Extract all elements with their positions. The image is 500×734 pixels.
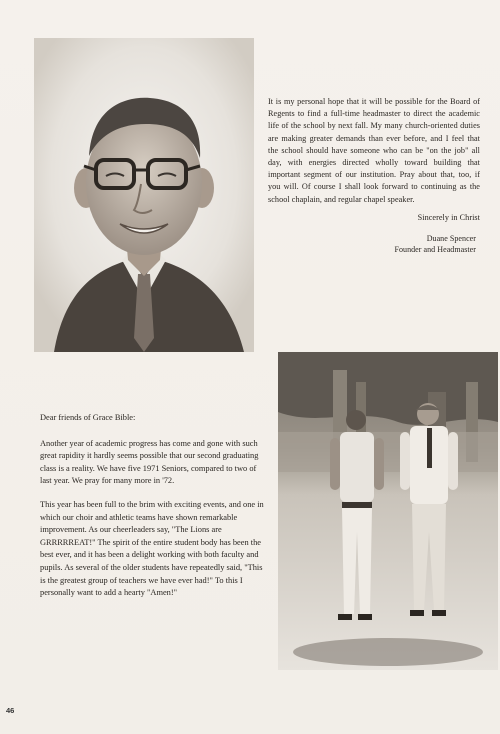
closing-line: Sincerely in Christ (417, 212, 480, 222)
headmaster-note (268, 96, 480, 255)
letter-to-friends (40, 412, 266, 611)
signature-name: Duane Spencer (426, 234, 476, 244)
letter-paragraph: This year has been full to the brim with exciting events, and one in which our choir and athletic teams have shown remarkable improvement. As our cheerleaders say, "The Lions are GRRRRREAT!" The spirit of the entire student body has been the best ever, and it has been a delight working with both faculty and pupils. As several of the older students have repeatedly said, "This is the greatest group of teachers we have ever had!" To this I personally want to add a hearty "Amen!" (40, 499, 264, 598)
headmaster-portrait-photo (34, 38, 254, 352)
letter-greeting: Dear friends of Grace Bible: (40, 413, 136, 422)
headmaster-note-paragraph: It is my personal hope that it will be possible for the Board of Regents to find a full-time headmaster to direct the academic life of the school by next fall. My many church-oriented duties are making greater demands than ever before, and I feel that the school should have someone who can be "on the job" all day, with energies directed wholly toward building that important segment of our institution. Pray about that, too, if you will. Of course I shall look forward to continuing as the school chaplain, and regular chapel speaker. (268, 97, 480, 204)
letter-paragraph: Another year of academic progress has come and gone with such great rapidity it hardly seems possible that our second graduating class is a reality. We have five 1971 Seniors, compared to two of last year. We pray for many more in '72. (40, 438, 259, 486)
signature-title: Founder and Headmaster (394, 245, 476, 255)
page-number: 46 (6, 706, 15, 715)
two-men-walking-photo (278, 352, 498, 670)
